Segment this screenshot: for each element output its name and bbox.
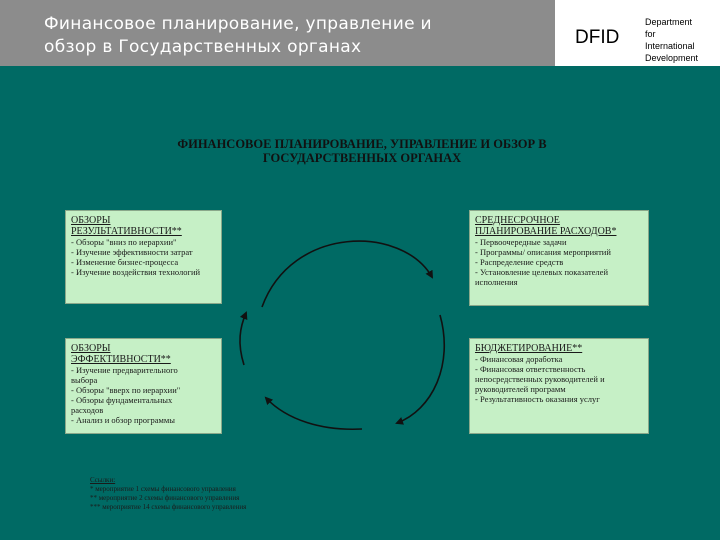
box-item: - Изучение воздействия технологий [71, 267, 201, 277]
org-name-line-1: Department [645, 17, 693, 27]
box-item: - Обзоры фундаментальных [71, 395, 173, 405]
box-heading: ЭФФЕКТИВНОСТИ** [71, 354, 171, 365]
box-item: - Первоочередные задачи [475, 237, 567, 247]
org-name-line-3: International [645, 41, 695, 51]
footnote: * мероприятие 1 схемы финансового управления [90, 485, 236, 493]
title-bar [0, 0, 555, 66]
box-heading: РЕЗУЛЬТАТИВНОСТИ** [71, 226, 182, 237]
cycle-arrow-right [397, 315, 444, 423]
cycle-arrows [222, 215, 469, 433]
org-name-line-4: Development [645, 53, 699, 63]
box-heading: ОБЗОРЫ [71, 343, 111, 354]
box-budgeting [469, 338, 649, 434]
footnote: *** мероприятие 14 схемы финансового управления [90, 503, 247, 511]
box-item: - Финансовая ответственность [475, 364, 586, 374]
box-item: - Изучение предварительного [71, 365, 178, 375]
header [0, 0, 720, 66]
box-item: - Финансовая доработка [475, 354, 563, 364]
box-item: - Обзоры "вверх по иерархии" [71, 385, 181, 395]
slide-title [44, 13, 544, 59]
cycle-arrow-bottom [266, 398, 362, 429]
footnotes-heading: Ссылки: [90, 476, 116, 484]
diagram-title [62, 137, 662, 165]
box-item: - Анализ и обзор программы [71, 415, 175, 425]
box-item: - Распределение средств [475, 257, 564, 267]
cycle-arrow-top [262, 241, 432, 307]
box-performance-reviews [65, 210, 222, 304]
dfid-logo: DFID [575, 27, 620, 48]
box-heading: ОБЗОРЫ [71, 215, 111, 226]
box-heading: СРЕДНЕСРОЧНОЕ [475, 215, 560, 226]
footnote: ** мероприятие 2 схемы финансового управления [90, 494, 240, 502]
diagram-title-line-2: ГОСУДАРСТВЕННЫХ ОРГАНАХ [262, 151, 462, 165]
box-medium-term-planning [469, 210, 649, 306]
org-name [645, 16, 717, 64]
box-heading: ПЛАНИРОВАНИЕ РАСХОДОВ* [475, 226, 617, 237]
box-item: - Изучение эффективности затрат [71, 247, 193, 257]
box-item: - Обзоры "вниз по иерархии" [71, 237, 177, 247]
box-item: расходов [71, 405, 104, 415]
box-item: - Программы/ описания мероприятий [475, 247, 611, 257]
box-item: непосредственных руководителей и [475, 374, 605, 384]
box-efficiency-reviews [65, 338, 222, 434]
footnotes [90, 476, 246, 512]
box-item: выбора [71, 375, 98, 385]
box-item: - Установление целевых показателей [475, 267, 608, 277]
box-item: - Изменение бизнес-процесса [71, 257, 179, 267]
box-heading: БЮДЖЕТИРОВАНИЕ** [475, 343, 583, 354]
slide-title-line-2: обзор в Государственных органах [44, 37, 362, 57]
slide-title-line-1: Финансовое планирование, управление и [44, 14, 432, 34]
diagram-title-line-1: ФИНАНСОВОЕ ПЛАНИРОВАНИЕ, УПРАВЛЕНИЕ И ОБЗОР В [177, 137, 547, 151]
box-item: - Результативность оказания услуг [475, 394, 600, 404]
box-item: исполнения [475, 277, 518, 287]
cycle-arrow-left [240, 313, 246, 365]
org-name-line-2: for [645, 29, 656, 39]
box-item: руководителей программ [475, 384, 566, 394]
